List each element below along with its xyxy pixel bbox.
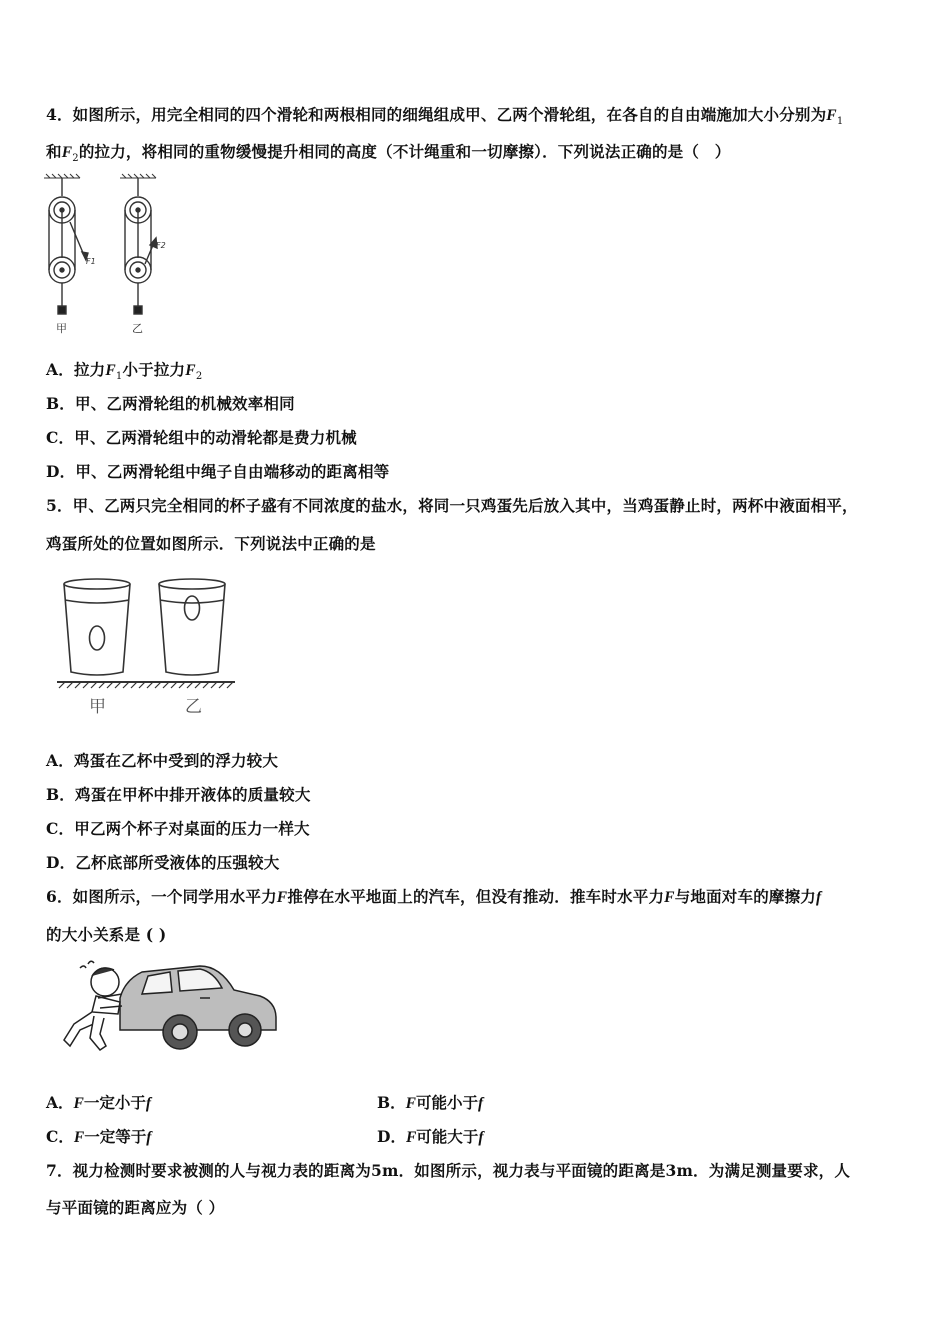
q4-option-b: B．甲、乙两滑轮组的机械效率相同 — [46, 394, 295, 413]
pulley-system-right — [125, 178, 157, 314]
q6-stem-line2: 的大小关系是 ( ) — [46, 925, 167, 944]
q5-stem-line1: 5．甲、乙两只完全相同的杯子盛有不同浓度的盐水，将同一只鸡蛋先后放入其中，当鸡蛋静止时，两杯中液面相平， — [46, 496, 858, 515]
pulley-figure — [40, 172, 180, 337]
cup-right — [159, 579, 225, 675]
table-surface — [57, 682, 235, 688]
q4-option-d: D．甲、乙两滑轮组中绳子自由端移动的距离相等 — [46, 462, 390, 481]
figure-label-yi: 乙 — [132, 322, 143, 335]
q7-stem-line2: 与平面镜的距离应为（ ） — [46, 1198, 225, 1217]
q6-option-c: C．F一定等于f — [46, 1127, 152, 1146]
cup-label-yi: 乙 — [185, 697, 202, 717]
q6-stem-line1: 6．如图所示，一个同学用水平力F推停在水平地面上的汽车，但没有推动．推车时水平力F与地面对车的摩擦力f — [46, 887, 822, 906]
q5-option-b: B．鸡蛋在甲杯中排开液体的质量较大 — [46, 785, 311, 804]
q5-option-d: D．乙杯底部所受液体的压强较大 — [46, 853, 280, 872]
q6-option-a: A．F一定小于f — [46, 1093, 152, 1112]
q4-stem-line2: 和$F_2$的拉力，将相同的重物缓慢提升相同的高度（不计绳重和一切摩擦）．下列说法正确的是（ ） — [46, 142, 731, 165]
student-pushing — [64, 961, 122, 1050]
q6-option-b: B．F可能小于f — [377, 1093, 484, 1112]
ceiling-left — [44, 174, 80, 178]
egg-cups-figure — [55, 574, 240, 719]
q4-option-c: C．甲、乙两滑轮组中的动滑轮都是费力机械 — [46, 428, 357, 447]
q6-option-d: D．F可能大于f — [377, 1127, 484, 1146]
cup-label-jia: 甲 — [89, 697, 106, 717]
cup-left — [64, 579, 130, 675]
q4-option-a: A．拉力$F_1$小于拉力$F_2$ — [46, 360, 203, 383]
car — [120, 966, 276, 1049]
q5-stem-line2: 鸡蛋所处的位置如图所示．下列说法中正确的是 — [46, 534, 376, 553]
force-label-f1: F1 — [86, 257, 96, 266]
q5-option-a: A．鸡蛋在乙杯中受到的浮力较大 — [46, 751, 279, 770]
q7-stem-line1: 7．视力检测时要求被测的人与视力表的距离为5m．如图所示，视力表与平面镜的距离是3m．为满足测量要求，人 — [46, 1161, 851, 1180]
push-car-figure — [50, 958, 280, 1058]
force-label-f2: F2 — [156, 241, 166, 250]
figure-label-jia: 甲 — [56, 322, 67, 335]
q4-stem-line1: 4．如图所示，用完全相同的四个滑轮和两根相同的细绳组成甲、乙两个滑轮组，在各自的自由端施加大小分别为$F_1$ — [46, 105, 844, 128]
pulley-system-left — [49, 178, 88, 314]
q5-option-c: C．甲乙两个杯子对桌面的压力一样大 — [46, 819, 310, 838]
ceiling-right — [120, 174, 156, 178]
